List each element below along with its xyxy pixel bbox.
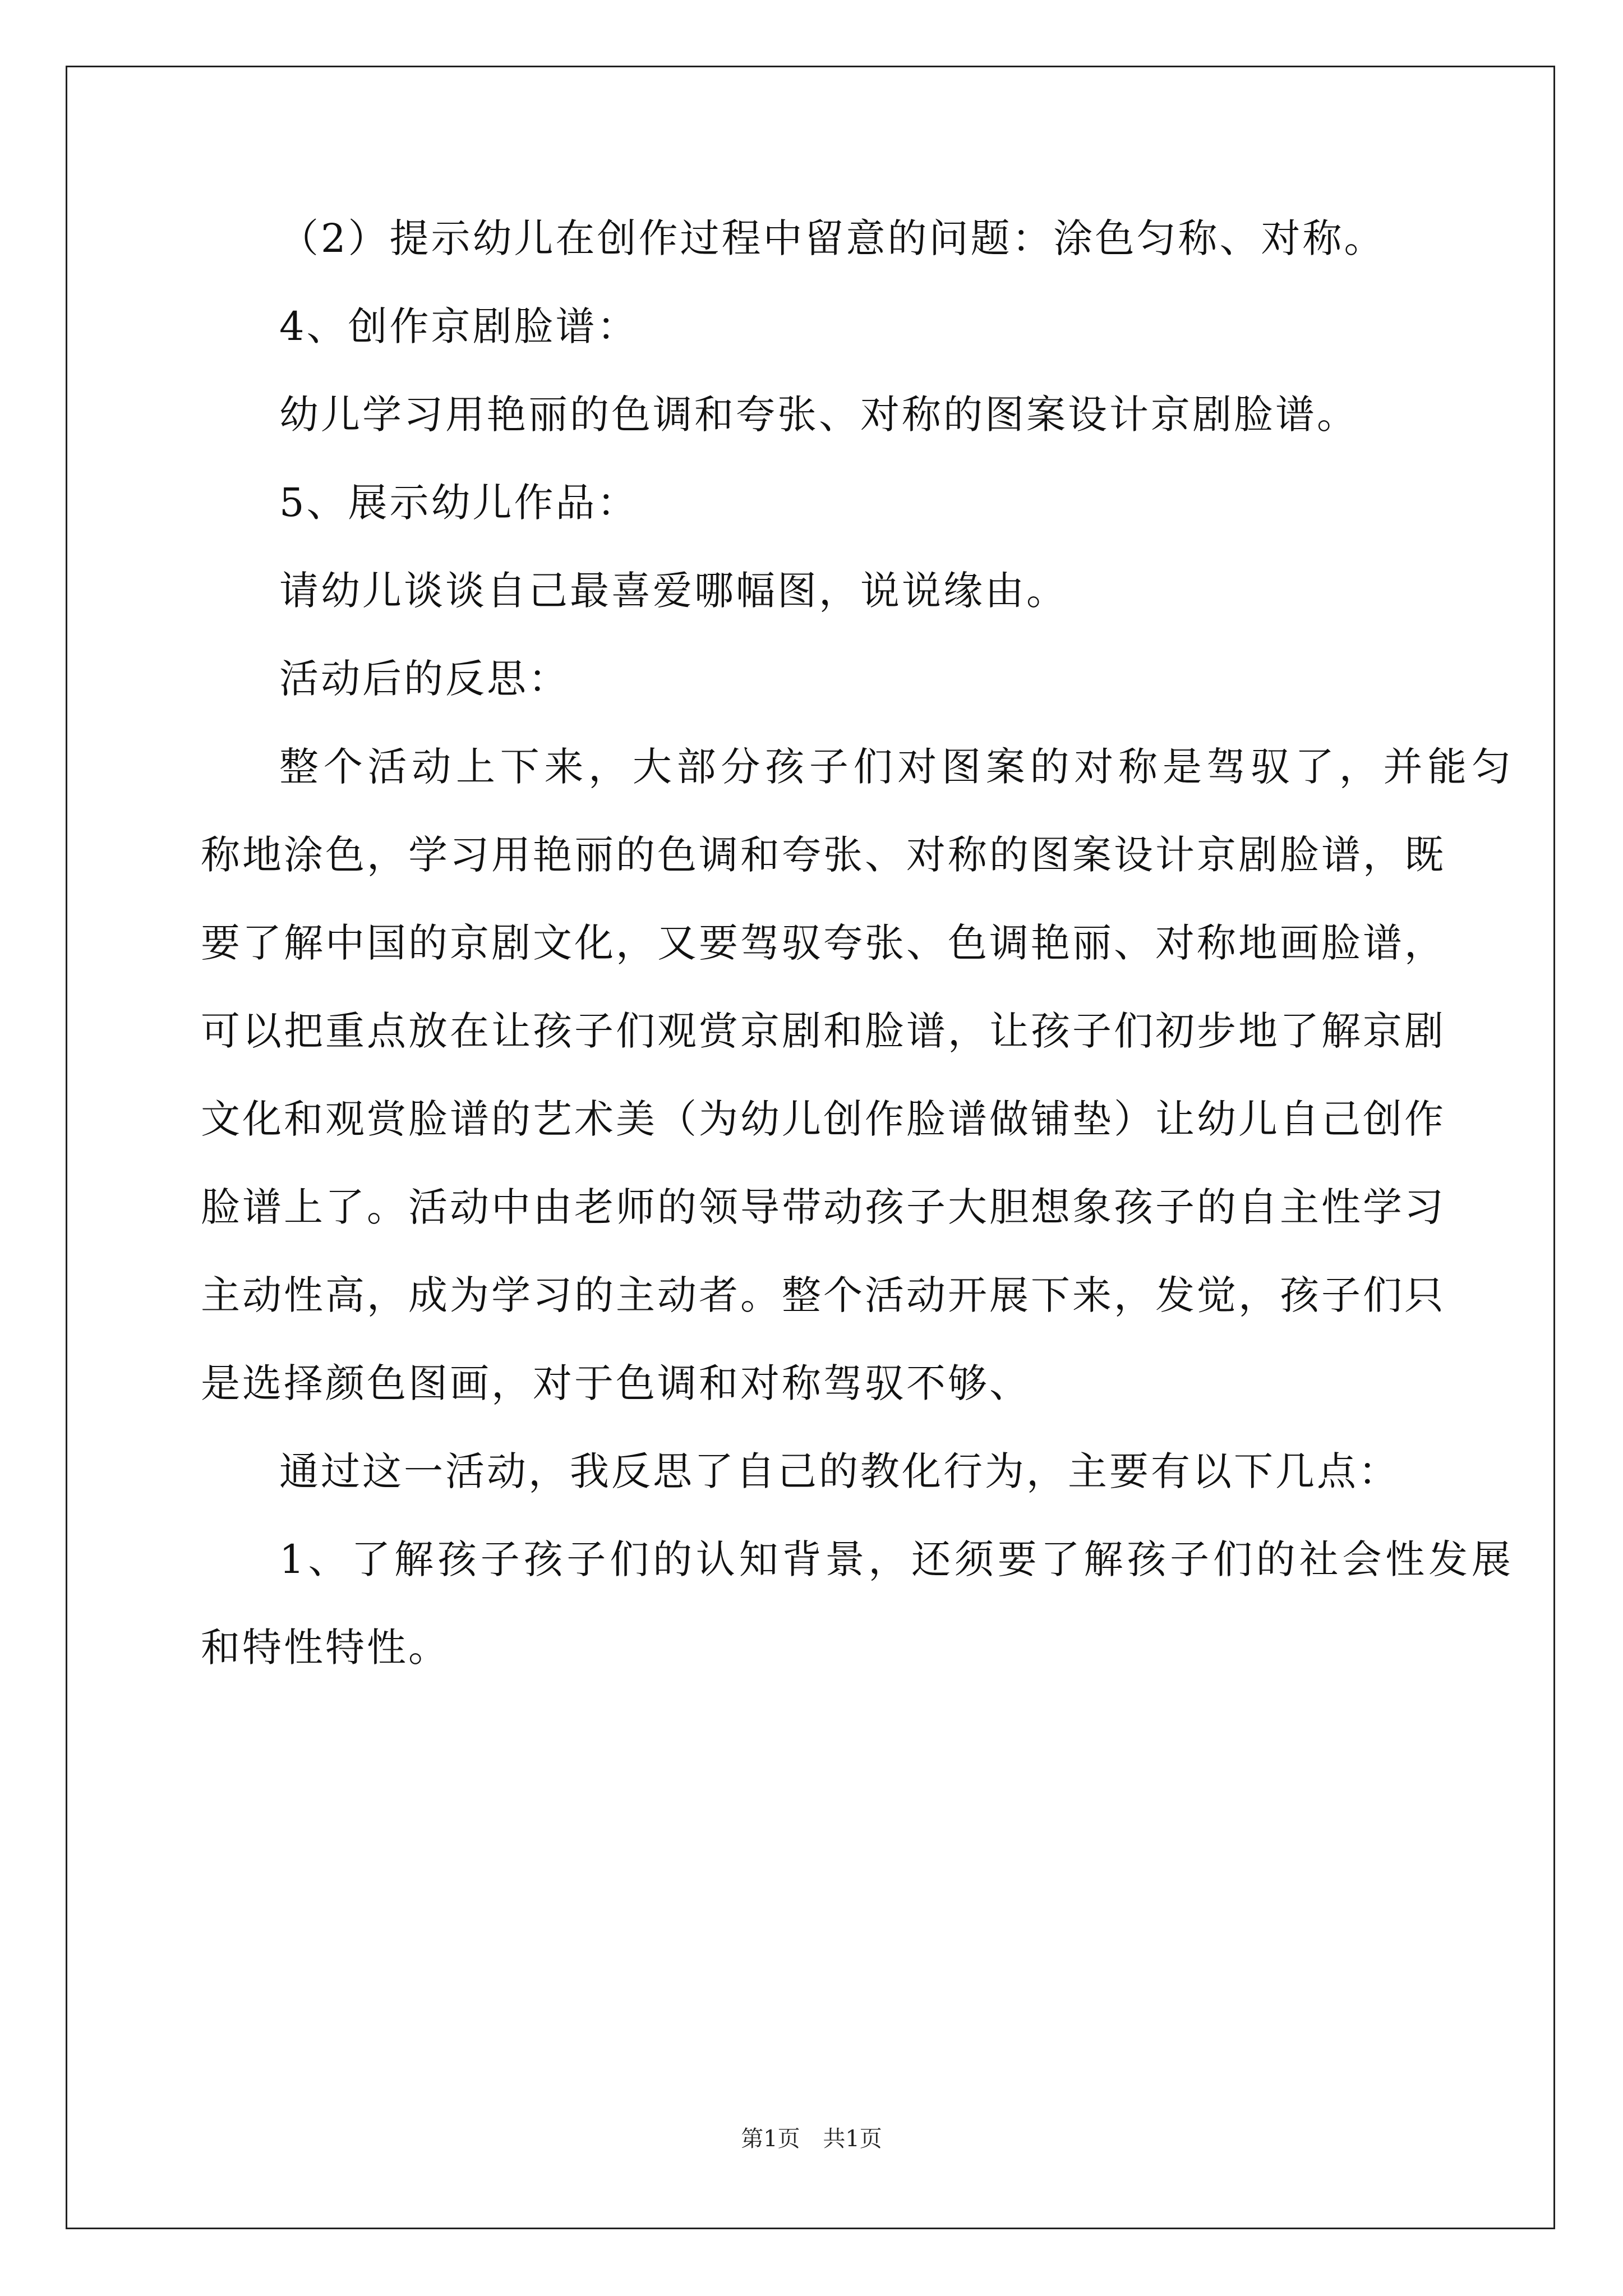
heading-reflection: 活动后的反思：: [279, 656, 570, 702]
reflection-line-3: 要了解中国的京剧文化，又要驾驭夸张、色调艳丽、对称地画脸谱，: [201, 920, 1446, 966]
point-1-line-2: 和特性特性。: [201, 1625, 450, 1671]
reflection-line-4: 可以把重点放在让孩子们观赏京剧和脸谱，让孩子们初步地了解京剧: [201, 1008, 1446, 1054]
page-border: [66, 66, 1555, 2229]
page-total: 共1页: [823, 2126, 882, 2152]
paragraph-step-4-body: 幼儿学习用艳丽的色调和夸张、对称的图案设计京剧脸谱。: [279, 392, 1358, 438]
reflection-line-7: 主动性高，成为学习的主动者。整个活动开展下来，发觉，孩子们只: [201, 1272, 1446, 1318]
point-1-line-1: 1、了解孩子孩子们的认知背景，还须要了解孩子们的社会性发展: [279, 1536, 1513, 1582]
reflection-line-1: 整个活动上下来，大部分孩子们对图案的对称是驾驭了，并能匀: [279, 744, 1513, 790]
reflection-line-2: 称地涂色，学习用艳丽的色调和夸张、对称的图案设计京剧脸谱，既: [201, 832, 1446, 878]
summary-intro: 通过这一活动，我反思了自己的教化行为，主要有以下几点：: [279, 1448, 1400, 1494]
paragraph-step-5-body: 请幼儿谈谈自己最喜爱哪幅图，说说缘由。: [279, 568, 1068, 614]
reflection-line-8: 是选择颜色图画，对于色调和对称驾驭不够、: [201, 1360, 1031, 1406]
paragraph-step-2-tips: （2）提示幼儿在创作过程中留意的问题：涂色匀称、对称。: [279, 215, 1386, 261]
heading-step-5: 5、展示幼儿作品：: [279, 480, 639, 526]
reflection-line-6: 脸谱上了。活动中由老师的领导带动孩子大胆想象孩子的自主性学习: [201, 1184, 1446, 1230]
heading-step-4: 4、创作京剧脸谱：: [279, 303, 639, 349]
page-footer: [0, 2121, 1623, 2153]
page-number: 第1页: [741, 2126, 800, 2152]
reflection-line-5: 文化和观赏脸谱的艺术美（为幼儿创作脸谱做铺垫）让幼儿自己创作: [201, 1096, 1446, 1142]
